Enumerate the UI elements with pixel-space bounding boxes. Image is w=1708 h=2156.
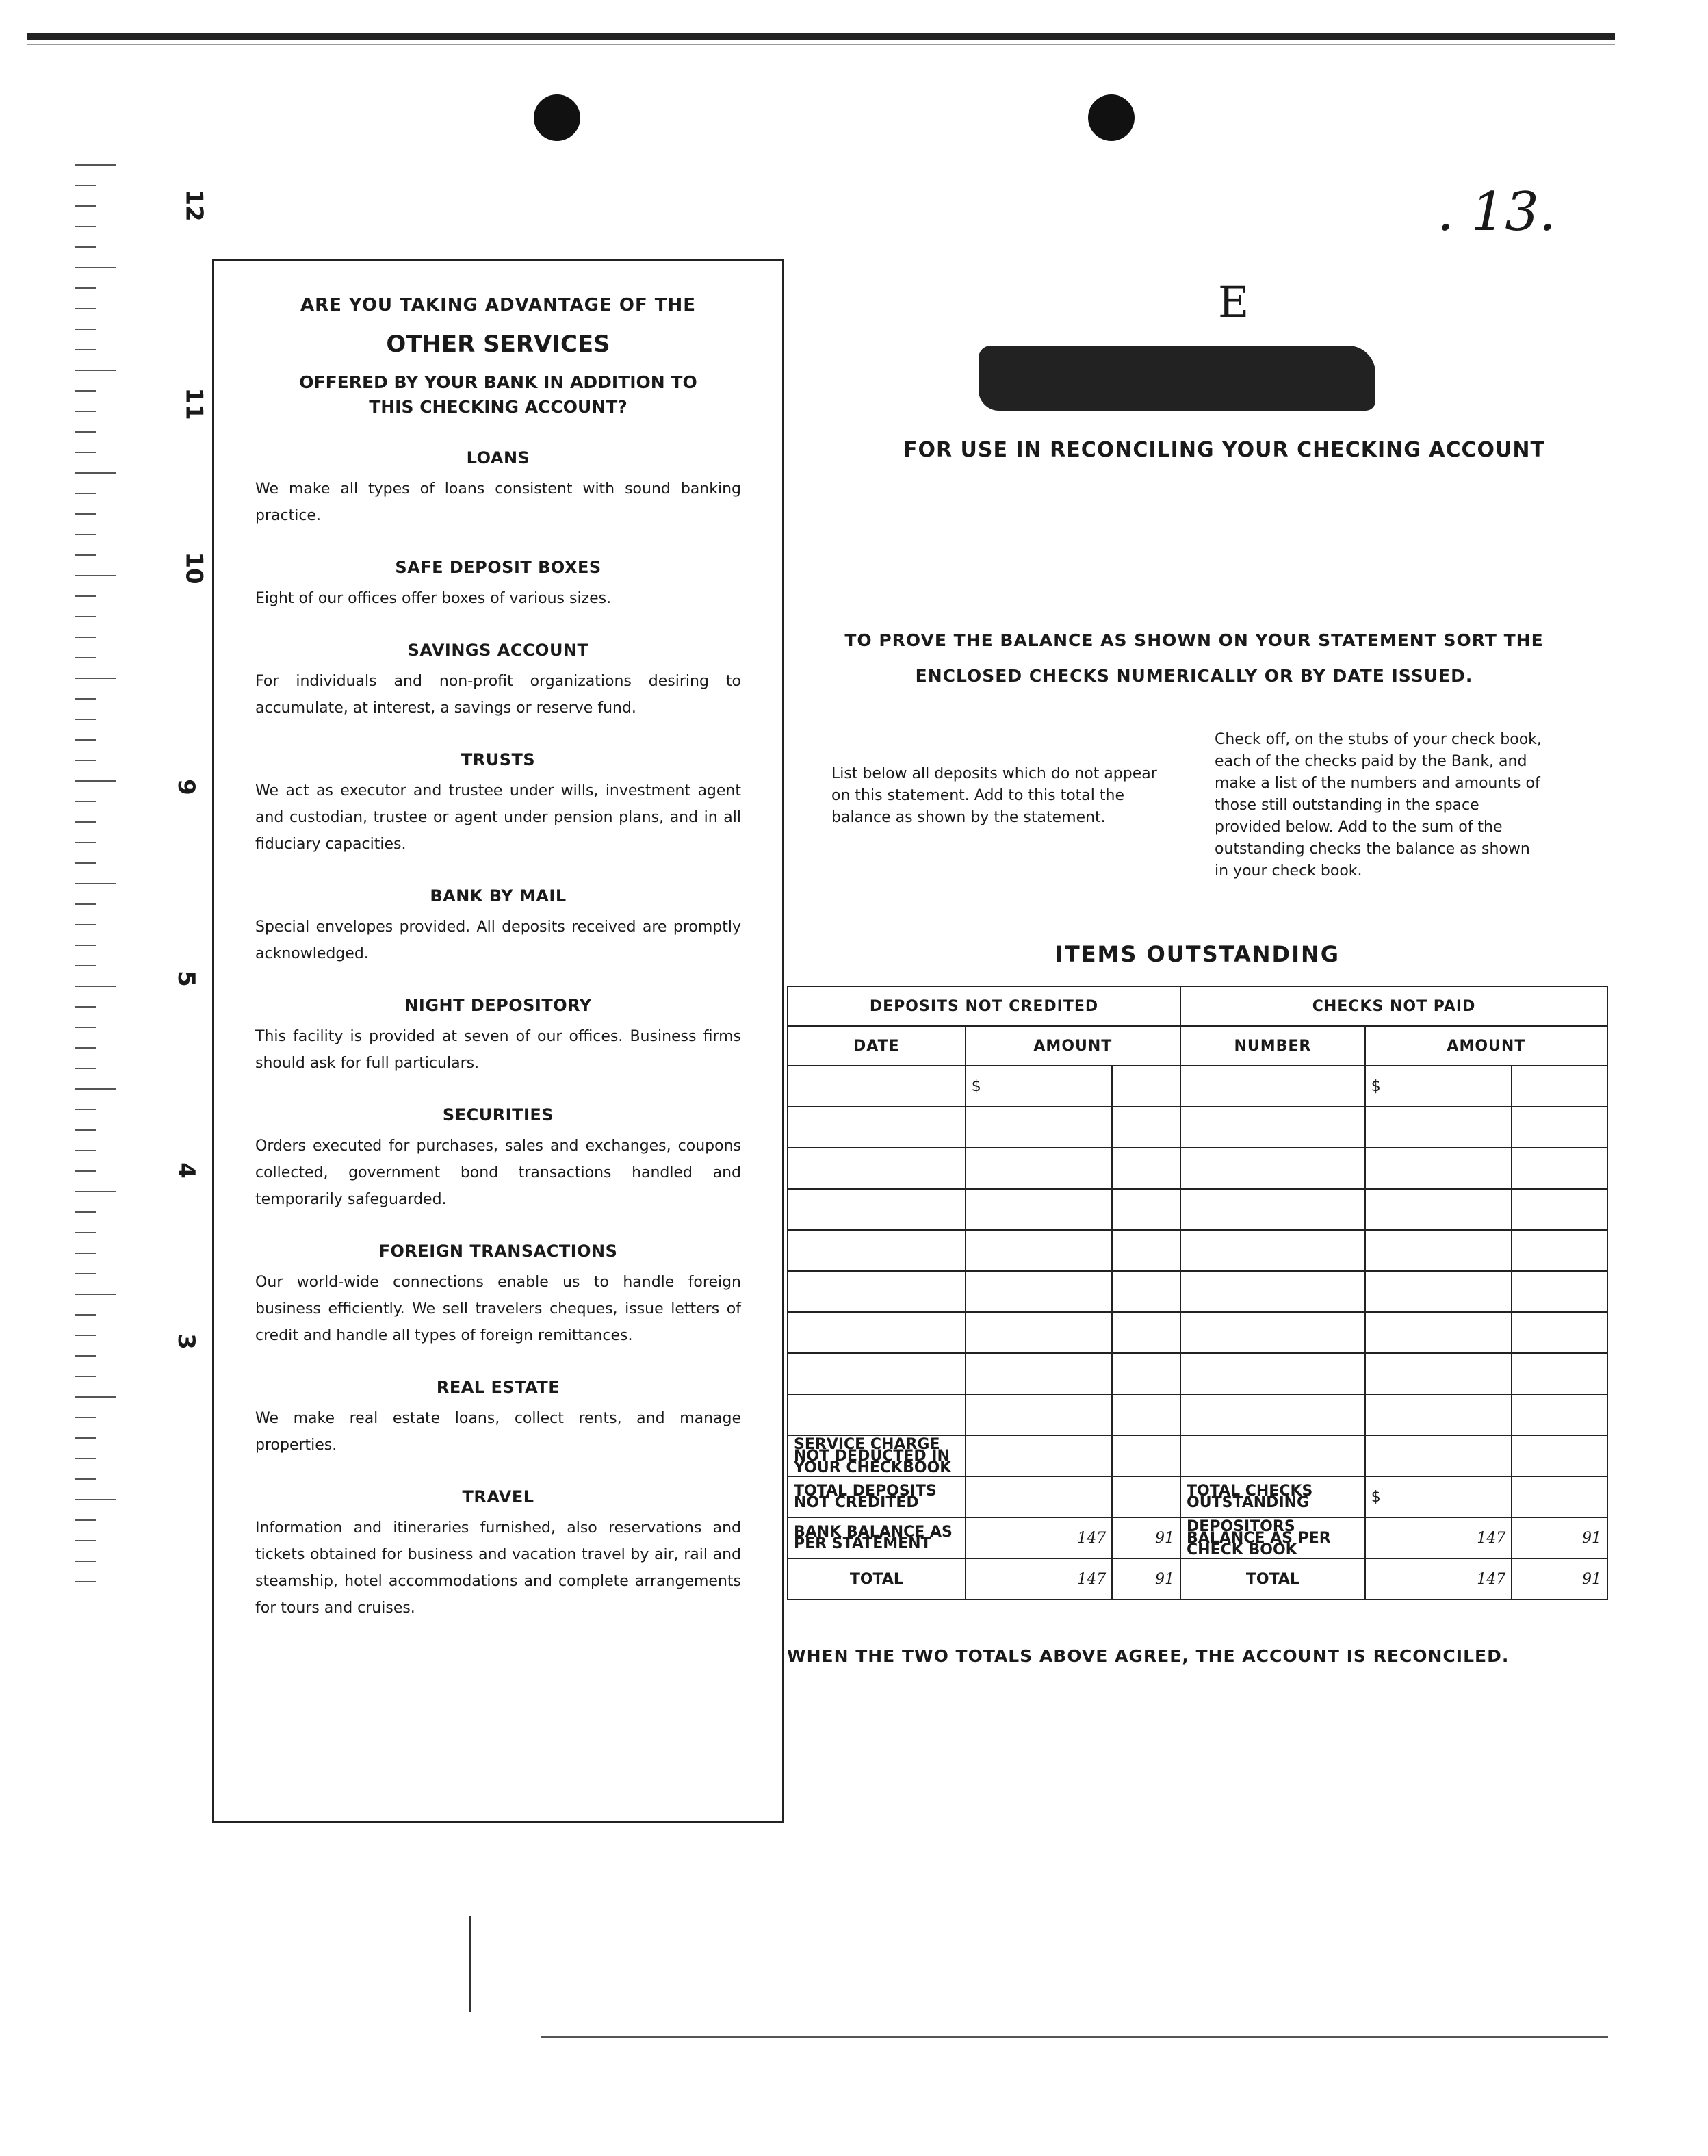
deposit-date-cell[interactable] <box>788 1230 966 1271</box>
section-title: TRUSTS <box>461 750 536 769</box>
deposit-date-cell[interactable] <box>788 1353 966 1394</box>
total-deposits-cents[interactable] <box>1112 1476 1180 1517</box>
check-number-cell[interactable] <box>1180 1107 1365 1148</box>
ruler-tick <box>75 431 96 433</box>
section-body: We act as executor and trustee under wills, investment agent and custodian, trustee or agent under pension plans, and in all fiduciary capacities. <box>255 782 741 853</box>
ruler-tick <box>75 1581 96 1582</box>
table-row <box>788 1066 1607 1107</box>
check-amount-cell[interactable] <box>1365 1353 1512 1394</box>
deposit-amount-cell[interactable] <box>966 1312 1113 1353</box>
ruler-number: 9 <box>172 779 200 795</box>
check-number-cell[interactable] <box>1180 1148 1365 1189</box>
ruler-tick <box>75 780 116 782</box>
ruler-tick <box>75 390 96 392</box>
ruler-tick <box>75 452 96 453</box>
ruler-tick <box>75 801 96 802</box>
check-number-cell[interactable] <box>1180 1353 1365 1394</box>
total-checks-label: TOTAL CHECKS OUTSTANDING <box>1180 1476 1365 1517</box>
bank-balance-dollars[interactable]: 147 <box>966 1517 1113 1558</box>
deposit-cents-cell[interactable] <box>1112 1394 1180 1435</box>
ruler-tick <box>75 862 96 864</box>
service-charge-amount[interactable] <box>966 1435 1113 1476</box>
table-row <box>788 1148 1607 1189</box>
group-header-row <box>788 986 1607 1026</box>
ruler-tick <box>75 1437 96 1439</box>
grand-total-row <box>788 1558 1607 1600</box>
balance-row <box>788 1517 1607 1558</box>
section-title: FOREIGN TRANSACTIONS <box>378 1242 618 1261</box>
deposit-date-cell[interactable] <box>788 1107 966 1148</box>
ruler-tick <box>75 1047 96 1049</box>
section-body: Information and itineraries furnished, also reservations and tickets obtained for business and vacation travel by air, rail and steamship, hotel accommodations and complete arrangements for tours and cruises. <box>255 1519 741 1617</box>
deposit-date-cell[interactable] <box>788 1066 966 1107</box>
section-title: SAVINGS ACCOUNT <box>407 641 589 660</box>
ruler-tick <box>75 1273 96 1274</box>
col-number: NUMBER <box>1180 1026 1365 1066</box>
ruler-tick <box>75 1396 116 1398</box>
reconciled-footer: WHEN THE TWO TOTALS ABOVE AGREE, THE ACCOUNT IS RECONCILED. <box>787 1646 1510 1666</box>
prove-line-1: TO PROVE THE BALANCE AS SHOWN ON YOUR STATEMENT SORT THE <box>844 630 1544 650</box>
section-body: This facility is provided at seven of our offices. Business firms should ask for full particulars. <box>255 1028 741 1072</box>
ruler-tick <box>75 1068 96 1069</box>
deposit-cents-cell[interactable] <box>1112 1107 1180 1148</box>
ruler-tick <box>75 1211 96 1213</box>
checks-not-paid-header: CHECKS NOT PAID <box>1180 986 1607 1026</box>
service-section-safe-deposit <box>214 558 782 612</box>
ruler-tick <box>75 1129 96 1131</box>
deposit-cents-cell[interactable] <box>1112 1189 1180 1230</box>
service-section-savings <box>214 641 782 721</box>
ruler-tick <box>75 411 96 412</box>
deposit-amount-cell[interactable] <box>966 1189 1113 1230</box>
ruler-tick <box>75 308 96 309</box>
deposits-not-credited-header: DEPOSITS NOT CREDITED <box>788 986 1180 1026</box>
services-panel <box>212 259 784 1823</box>
deposit-amount-cell[interactable] <box>966 1353 1113 1394</box>
ruler-tick <box>75 924 96 925</box>
check-cents-cell[interactable] <box>1512 1394 1607 1435</box>
service-charge-row <box>788 1435 1607 1476</box>
items-outstanding-table <box>787 986 1608 1600</box>
check-cents-cell[interactable] <box>1512 1189 1607 1230</box>
bank-balance-label: BANK BALANCE AS PER STATEMENT <box>788 1517 966 1558</box>
section-title: LOANS <box>466 448 530 467</box>
deposit-date-cell[interactable] <box>788 1189 966 1230</box>
deposit-amount-cell[interactable] <box>966 1148 1113 1189</box>
deposit-amount-cell[interactable] <box>966 1107 1113 1148</box>
services-heading-line-1: ARE YOU TAKING ADVANTAGE OF THE <box>300 295 697 316</box>
scan-vertical-mark <box>469 1916 471 2012</box>
ruler-tick <box>75 739 96 741</box>
ruler-number: 3 <box>172 1333 200 1350</box>
deposit-cents-cell[interactable] <box>1112 1271 1180 1312</box>
service-section-real-estate <box>214 1378 782 1459</box>
ruler-tick <box>75 1561 96 1562</box>
service-section-bank-by-mail <box>214 886 782 967</box>
ruler-tick <box>75 1376 96 1377</box>
ruler-number: 4 <box>172 1162 200 1179</box>
check-amount-cell[interactable] <box>1365 1066 1512 1107</box>
dollar-sign: $ <box>1371 1488 1381 1506</box>
ruler-tick <box>75 883 116 884</box>
check-cents-cell[interactable] <box>1512 1230 1607 1271</box>
dollar-sign: $ <box>971 1077 981 1095</box>
total-deposits-amount[interactable] <box>966 1476 1113 1517</box>
ruler-tick <box>75 575 116 576</box>
check-cents-cell[interactable] <box>1512 1148 1607 1189</box>
ruler-number: 12 <box>180 189 208 222</box>
ruler-number: 5 <box>172 971 200 987</box>
ruler-number: 11 <box>180 387 208 420</box>
table-row <box>788 1312 1607 1353</box>
ruler-tick <box>75 965 96 966</box>
service-section-travel <box>214 1487 782 1621</box>
ruler-tick <box>75 185 96 186</box>
table-row <box>788 1394 1607 1435</box>
ruler-tick <box>75 226 96 227</box>
dollar-sign: $ <box>1371 1077 1381 1095</box>
ruler-tick <box>75 1006 96 1008</box>
section-body: Orders executed for purchases, sales and exchanges, coupons collected, government bond transactions handled and temporarily safeguarded. <box>255 1138 741 1208</box>
ruler-tick <box>75 472 116 474</box>
ruler-tick <box>75 1540 96 1541</box>
deposit-date-cell[interactable] <box>788 1148 966 1189</box>
section-body: We make real estate loans, collect rents, and manage properties. <box>255 1410 741 1454</box>
col-amount: AMOUNT <box>966 1026 1180 1066</box>
handwritten-page-number: . 13. <box>1437 181 1556 243</box>
ruler-tick <box>75 1417 96 1418</box>
ruler-tick <box>75 1191 116 1192</box>
deposit-cents-cell[interactable] <box>1112 1353 1180 1394</box>
side-ruler <box>75 164 208 1588</box>
total-checks-amount[interactable] <box>1365 1476 1512 1517</box>
services-heading-line-2: OTHER SERVICES <box>386 331 610 358</box>
section-title: REAL ESTATE <box>436 1378 560 1397</box>
ruler-tick <box>75 616 96 617</box>
table-row <box>788 1271 1607 1312</box>
ruler-tick <box>75 986 116 987</box>
ruler-tick <box>75 1355 96 1357</box>
ruler-tick <box>75 657 96 658</box>
ruler-tick <box>75 1109 96 1110</box>
ruler-tick <box>75 370 116 371</box>
table-row <box>788 1107 1607 1148</box>
ruler-tick <box>75 1294 116 1295</box>
deposit-amount-cell[interactable] <box>966 1066 1113 1107</box>
checks-instructions: Check off, on the stubs of your check book, each of the checks paid by the Bank, and make a list of the numbers and amounts of those still outstanding in the space provided below. Add to the sum of the outstanding checks the balance as shown in your check book. <box>1215 731 1542 880</box>
ruler-tick <box>75 595 96 597</box>
scan-bottom-line <box>541 2036 1608 2038</box>
check-cents-cell[interactable] <box>1512 1353 1607 1394</box>
ruler-tick <box>75 678 116 679</box>
service-section-loans <box>214 448 782 529</box>
ruler-tick <box>75 287 96 289</box>
check-number-cell[interactable] <box>1180 1066 1365 1107</box>
section-body: We make all types of loans consistent with sound banking practice. <box>255 480 741 524</box>
ruler-tick <box>75 1088 116 1090</box>
services-heading-line-3: OFFERED BY YOUR BANK IN ADDITION TO THIS CHECKING ACCOUNT? <box>299 372 697 417</box>
check-amount-cell[interactable] <box>1365 1107 1512 1148</box>
ruler-tick <box>75 164 116 166</box>
section-body: Eight of our offices offer boxes of various sizes. <box>255 590 612 607</box>
ruler-tick <box>75 821 96 823</box>
check-amount-cell[interactable] <box>1365 1312 1512 1353</box>
redacted-name-block <box>979 346 1375 411</box>
ruler-tick <box>75 1027 96 1028</box>
handwritten-letter: E <box>1218 277 1250 327</box>
total-label-right: TOTAL <box>1180 1558 1365 1600</box>
section-title: SECURITIES <box>442 1105 554 1125</box>
deposit-date-cell[interactable] <box>788 1394 966 1435</box>
ruler-tick <box>75 534 96 535</box>
check-amount-cell[interactable] <box>1365 1394 1512 1435</box>
col-date: DATE <box>788 1026 966 1066</box>
ruler-tick <box>75 1478 96 1480</box>
reconcile-title: FOR USE IN RECONCILING YOUR CHECKING ACCOUNT <box>903 438 1545 462</box>
check-amount-cell[interactable] <box>1365 1189 1512 1230</box>
bank-total-cents[interactable]: 91 <box>1112 1558 1180 1600</box>
depositor-total-cents[interactable]: 91 <box>1512 1558 1607 1600</box>
check-number-cell[interactable] <box>1180 1230 1365 1271</box>
deposit-amount-cell[interactable] <box>966 1271 1113 1312</box>
section-body: Special envelopes provided. All deposits received are promptly acknowledged. <box>255 919 741 962</box>
punch-hole-left <box>534 94 580 141</box>
ruler-tick <box>75 1150 96 1151</box>
ruler-tick <box>75 513 96 515</box>
ruler-tick <box>75 329 96 330</box>
check-amount-cell[interactable] <box>1365 1230 1512 1271</box>
ruler-tick <box>75 1253 96 1254</box>
deposit-cents-cell[interactable] <box>1112 1148 1180 1189</box>
ruler-tick <box>75 1335 96 1336</box>
ruler-tick <box>75 760 96 761</box>
ruler-tick <box>75 719 96 720</box>
section-title: SAFE DEPOSIT BOXES <box>395 558 601 577</box>
ruler-tick <box>75 903 96 905</box>
service-section-securities <box>214 1105 782 1213</box>
check-number-cell[interactable] <box>1180 1189 1365 1230</box>
check-cents-cell[interactable] <box>1512 1066 1607 1107</box>
depositor-total-dollars[interactable]: 147 <box>1365 1558 1512 1600</box>
deposit-amount-cell[interactable] <box>966 1230 1113 1271</box>
check-number-cell[interactable] <box>1180 1312 1365 1353</box>
depositor-balance-cents[interactable]: 91 <box>1512 1517 1607 1558</box>
depositor-balance-dollars[interactable]: 147 <box>1365 1517 1512 1558</box>
depositors-balance-label: DEPOSITORS BALANCE AS PER CHECK BOOK <box>1180 1517 1365 1558</box>
section-title: BANK BY MAIL <box>430 886 567 906</box>
service-charge-label: SERVICE CHARGE NOT DEDUCTED IN YOUR CHECKBOOK <box>788 1435 966 1476</box>
prove-instructions <box>801 623 1588 694</box>
check-number-cell[interactable] <box>1180 1394 1365 1435</box>
check-number-cell[interactable] <box>1180 1271 1365 1312</box>
check-cents-cell[interactable] <box>1512 1435 1607 1476</box>
ruler-tick <box>75 267 116 268</box>
deposit-cents-cell[interactable] <box>1112 1066 1180 1107</box>
ruler-tick <box>75 1499 116 1500</box>
section-body: Our world-wide connections enable us to handle foreign business efficiently. We sell travelers cheques, issue letters of credit and handle all types of foreign remittances. <box>255 1274 741 1344</box>
col-amount-checks: AMOUNT <box>1365 1026 1607 1066</box>
check-cents-cell[interactable] <box>1512 1312 1607 1353</box>
deposits-instructions: List below all deposits which do not appear on this statement. Add to this total the balance as shown by the statement. <box>831 765 1157 826</box>
bank-total-dollars[interactable]: 147 <box>966 1558 1113 1600</box>
column-header-row <box>788 1026 1607 1066</box>
table-row <box>788 1230 1607 1271</box>
section-title: NIGHT DEPOSITORY <box>404 996 592 1015</box>
ruler-tick <box>75 349 96 350</box>
ruler-tick <box>75 246 96 248</box>
total-deposits-label: TOTAL DEPOSITS NOT CREDITED <box>788 1476 966 1517</box>
ruler-tick <box>75 205 96 207</box>
section-title: TRAVEL <box>462 1487 534 1506</box>
check-amount-cell[interactable] <box>1365 1271 1512 1312</box>
service-section-foreign <box>214 1242 782 1349</box>
ruler-number: 10 <box>180 552 208 585</box>
check-amount-cell[interactable] <box>1365 1148 1512 1189</box>
service-section-night-depository <box>214 996 782 1077</box>
service-section-trusts <box>214 750 782 858</box>
totals-row <box>788 1476 1607 1517</box>
check-cents-cell[interactable] <box>1512 1271 1607 1312</box>
items-outstanding-title: ITEMS OUTSTANDING <box>1054 941 1341 967</box>
deposit-cents-cell[interactable] <box>1112 1312 1180 1353</box>
ruler-tick <box>75 554 96 556</box>
service-charge-cents[interactable] <box>1112 1435 1180 1476</box>
check-cents-cell[interactable] <box>1512 1107 1607 1148</box>
check-number-cell[interactable] <box>1180 1435 1365 1476</box>
deposit-amount-cell[interactable] <box>966 1394 1113 1435</box>
punch-hole-right <box>1088 94 1135 141</box>
section-body: For individuals and non-profit organizations desiring to accumulate, at interest, a savings or reserve fund. <box>255 673 741 717</box>
ruler-tick <box>75 842 96 843</box>
deposit-date-cell[interactable] <box>788 1312 966 1353</box>
ruler-tick <box>75 1519 96 1521</box>
ruler-tick <box>75 698 96 700</box>
ruler-tick <box>75 1170 96 1172</box>
ruler-tick <box>75 493 96 494</box>
ruler-tick <box>75 945 96 946</box>
total-label-left: TOTAL <box>788 1558 966 1600</box>
bank-balance-cents[interactable]: 91 <box>1112 1517 1180 1558</box>
ruler-tick <box>75 1458 96 1459</box>
scan-top-border <box>27 33 1615 40</box>
total-checks-cents[interactable] <box>1512 1476 1607 1517</box>
table-row <box>788 1189 1607 1230</box>
check-amount-cell[interactable] <box>1365 1435 1512 1476</box>
deposit-date-cell[interactable] <box>788 1271 966 1312</box>
table-row <box>788 1353 1607 1394</box>
ruler-tick <box>75 1232 96 1233</box>
ruler-tick <box>75 637 96 638</box>
scan-noise-line <box>27 44 1615 45</box>
ruler-tick <box>75 1314 96 1316</box>
prove-line-2: ENCLOSED CHECKS NUMERICALLY OR BY DATE ISSUED. <box>915 666 1473 686</box>
deposit-cents-cell[interactable] <box>1112 1230 1180 1271</box>
